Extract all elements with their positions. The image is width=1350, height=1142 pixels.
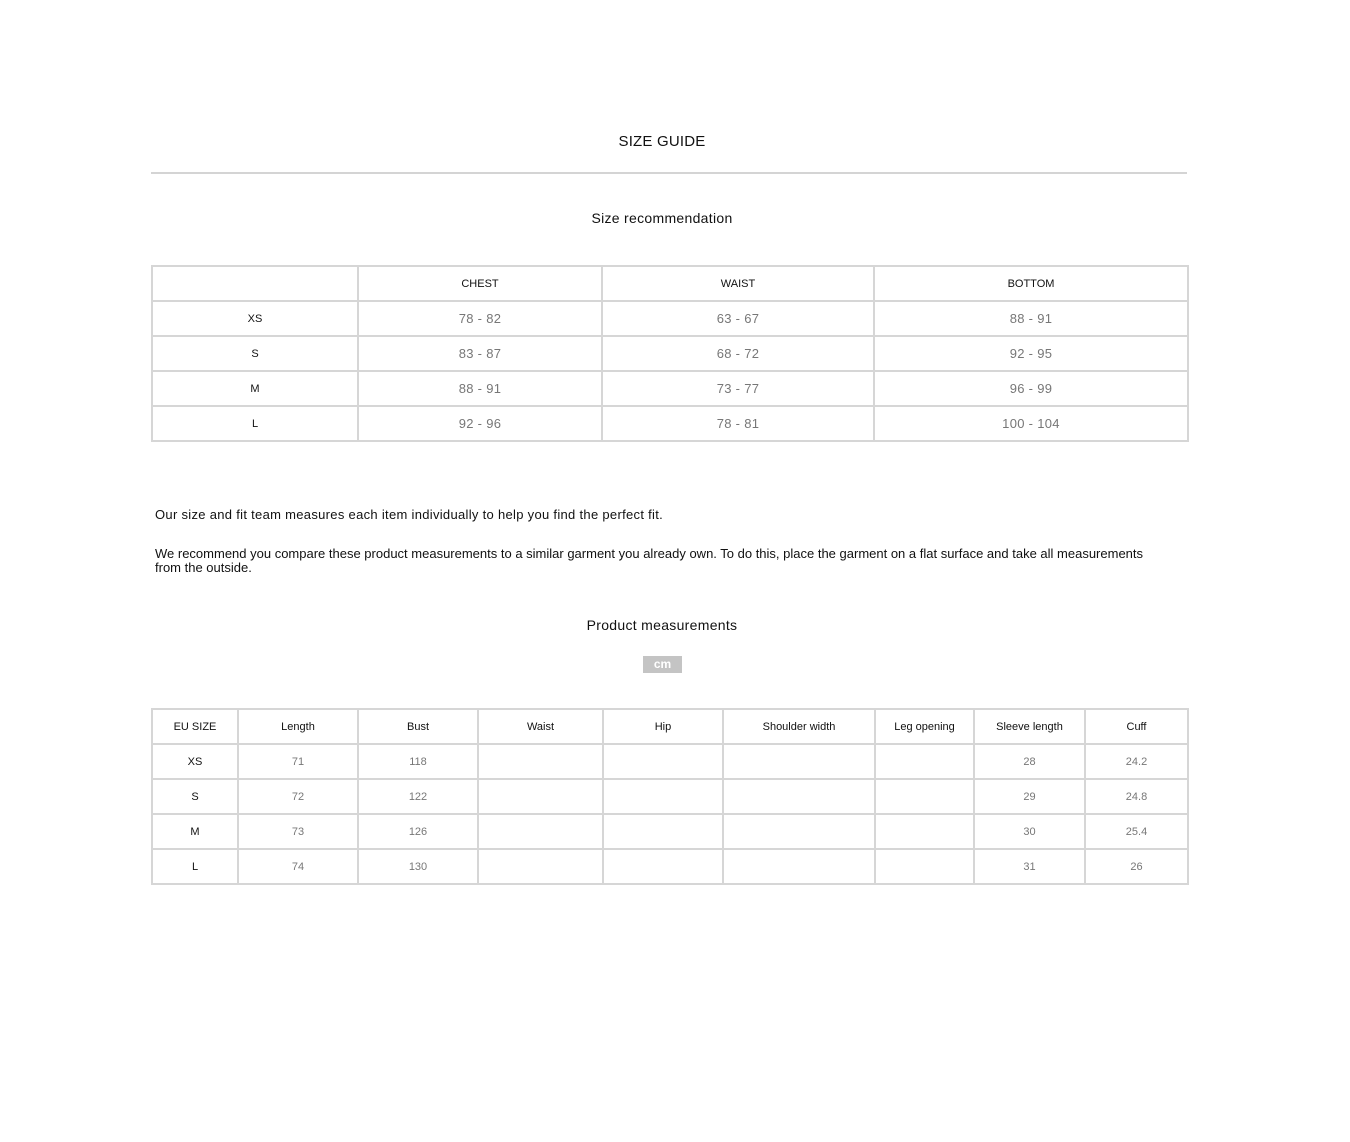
column-header-chest: CHEST — [358, 266, 602, 301]
cuff-value: 25.4 — [1085, 814, 1188, 849]
waist-value: 78 - 81 — [602, 406, 874, 441]
waist-value — [478, 849, 603, 884]
column-header-sleeve-length: Sleeve length — [974, 709, 1085, 744]
size-label: XS — [152, 744, 238, 779]
title-divider — [151, 172, 1187, 174]
size-label: L — [152, 406, 358, 441]
hip-value — [603, 814, 723, 849]
chest-value: 88 - 91 — [358, 371, 602, 406]
table-header-row — [152, 266, 1188, 301]
waist-value: 73 - 77 — [602, 371, 874, 406]
measurement-advice-paragraph: We recommend you compare these product measurements to a similar garment you already own. To do this, place the garment on a flat surface and take all measurements from the outside. — [155, 546, 1144, 575]
sleeve-length-value: 30 — [974, 814, 1085, 849]
bust-value: 130 — [358, 849, 478, 884]
size-recommendation-table — [151, 265, 1189, 442]
length-value: 74 — [238, 849, 358, 884]
size-recommendation-title: Size recommendation — [591, 210, 733, 226]
column-header-cuff: Cuff — [1085, 709, 1188, 744]
page-title: SIZE GUIDE — [618, 133, 706, 150]
size-label: M — [152, 814, 238, 849]
waist-value — [478, 779, 603, 814]
shoulder-width-value — [723, 849, 875, 884]
chest-value: 92 - 96 — [358, 406, 602, 441]
length-value: 73 — [238, 814, 358, 849]
cuff-value: 26 — [1085, 849, 1188, 884]
bottom-value: 100 - 104 — [874, 406, 1188, 441]
column-header-bottom: BOTTOM — [874, 266, 1188, 301]
column-header-length: Length — [238, 709, 358, 744]
leg-opening-value — [875, 779, 974, 814]
table-row — [152, 779, 1188, 814]
table-row — [152, 301, 1188, 336]
leg-opening-value — [875, 744, 974, 779]
size-label: L — [152, 849, 238, 884]
shoulder-width-value — [723, 779, 875, 814]
unit-toggle-cm[interactable]: cm — [643, 656, 682, 673]
size-label: S — [152, 336, 358, 371]
sleeve-length-value: 28 — [974, 744, 1085, 779]
column-header-bust: Bust — [358, 709, 478, 744]
bust-value: 122 — [358, 779, 478, 814]
hip-value — [603, 744, 723, 779]
waist-value — [478, 744, 603, 779]
bust-value: 126 — [358, 814, 478, 849]
product-measurements-title: Product measurements — [586, 617, 738, 633]
column-header-leg-opening: Leg opening — [875, 709, 974, 744]
cuff-value: 24.2 — [1085, 744, 1188, 779]
column-header — [152, 266, 358, 301]
column-header-hip: Hip — [603, 709, 723, 744]
leg-opening-value — [875, 814, 974, 849]
column-header-waist: Waist — [478, 709, 603, 744]
bottom-value: 96 - 99 — [874, 371, 1188, 406]
table-row — [152, 336, 1188, 371]
hip-value — [603, 849, 723, 884]
waist-value — [478, 814, 603, 849]
bottom-value: 92 - 95 — [874, 336, 1188, 371]
shoulder-width-value — [723, 744, 875, 779]
chest-value: 78 - 82 — [358, 301, 602, 336]
table-row — [152, 406, 1188, 441]
table-row — [152, 814, 1188, 849]
size-label: S — [152, 779, 238, 814]
column-header-waist: WAIST — [602, 266, 874, 301]
shoulder-width-value — [723, 814, 875, 849]
waist-value: 68 - 72 — [602, 336, 874, 371]
fit-team-paragraph: Our size and fit team measures each item individually to help you find the perfect fit. — [155, 507, 664, 522]
column-header-eu-size: EU SIZE — [152, 709, 238, 744]
length-value: 71 — [238, 744, 358, 779]
table-header-row — [152, 709, 1188, 744]
table-row — [152, 744, 1188, 779]
leg-opening-value — [875, 849, 974, 884]
size-label: XS — [152, 301, 358, 336]
hip-value — [603, 779, 723, 814]
waist-value: 63 - 67 — [602, 301, 874, 336]
chest-value: 83 - 87 — [358, 336, 602, 371]
table-row — [152, 371, 1188, 406]
product-measurements-table — [151, 708, 1189, 885]
sleeve-length-value: 29 — [974, 779, 1085, 814]
length-value: 72 — [238, 779, 358, 814]
cuff-value: 24.8 — [1085, 779, 1188, 814]
bust-value: 118 — [358, 744, 478, 779]
size-label: M — [152, 371, 358, 406]
bottom-value: 88 - 91 — [874, 301, 1188, 336]
column-header-shoulder-width: Shoulder width — [723, 709, 875, 744]
table-row — [152, 849, 1188, 884]
sleeve-length-value: 31 — [974, 849, 1085, 884]
